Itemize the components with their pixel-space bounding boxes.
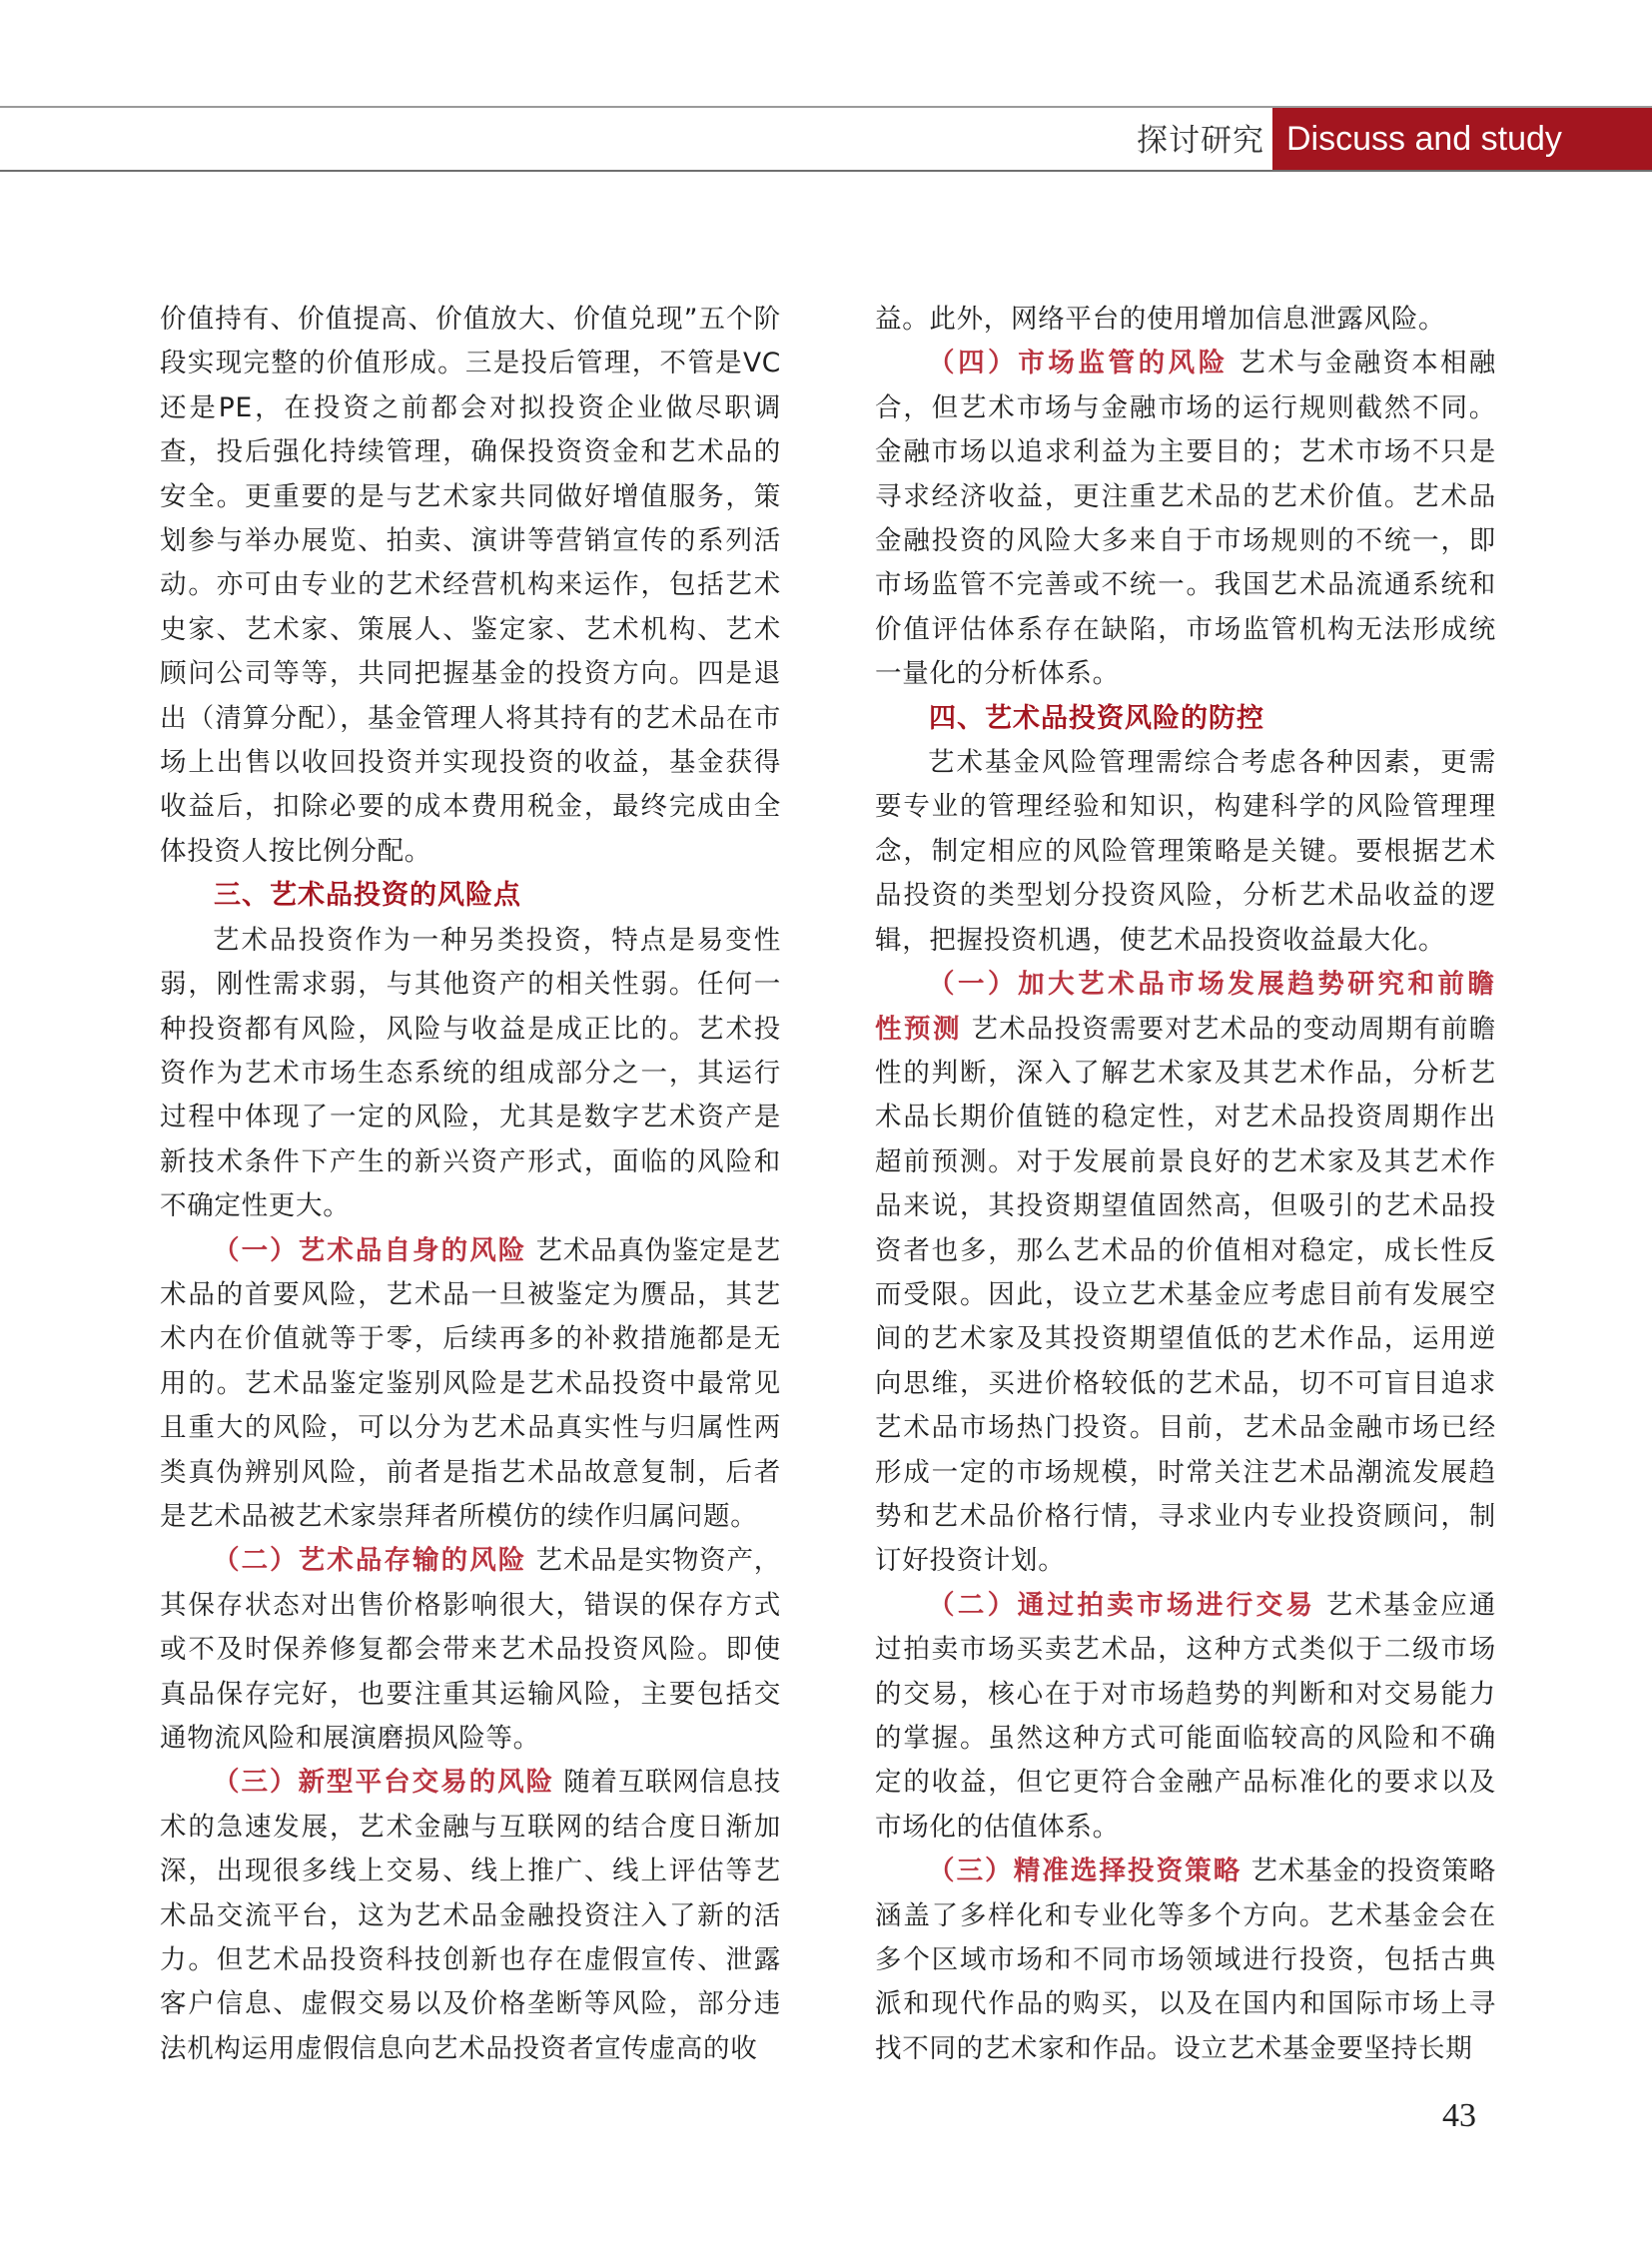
paragraph: （四）市场监管的风险 艺术与金融资本相融合，但艺术市场与金融市场的运行规则截然不同。金融市场以追求利益为主要目的；艺术市场不只是寻求经济收益，更注重艺术品的艺术价值。艺术品金融投资的风险大多来自于市场规则的不统一，即市场监管不完善或不统一。我国艺术品流通系统和价值评估体系存在缺陷，市场监管机构无法形成统一量化的分析体系。 [875,348,1496,690]
subheading: （一）加大艺术品市场发展趋势研究和前瞻性预测 [875,969,1496,1045]
paragraph: 益。此外，网络平台的使用增加信息泄露风险。 [875,304,1446,335]
subheading: （三）新型平台交易的风险 [213,1767,555,1799]
subheading: （二）艺术品存输的风险 [213,1545,527,1577]
section-title-cn: 探讨研究 [1137,123,1264,159]
subheading: （四）市场监管的风险 [928,348,1229,379]
header-bottom-rule [0,170,1652,172]
subheading: （二）通过拍卖市场进行交易 [928,1589,1316,1621]
section-heading-4: 四、艺术品投资风险的防控 [929,702,1264,734]
page-number: 43 [1442,2097,1476,2134]
paragraph: 艺术品投资作为一种另类投资，特点是易变性弱，刚性需求弱，与其他资产的相关性弱。任何一种投资都有风险，风险与收益是成正比的。艺术投资作为艺术市场生态系统的组成部分之一，其运行过程中体现了一定的风险，尤其是数字艺术资产是新技术条件下产生的新兴资产形式，面临的风险和不确定性更大。 [160,924,781,1222]
paragraph: （二）艺术品存输的风险 艺术品是实物资产，其保存状态对出售价格影响很大，错误的保存方式或不及时保养修复都会带来艺术品投资风险。即使真品保存完好，也要注重其运输风险，主要包括交通物流风险和展演磨损风险等。 [160,1545,781,1754]
paragraph: （二）通过拍卖市场进行交易 艺术基金应通过拍卖市场买卖艺术品，这种方式类似于二级市场的交易，核心在于对市场趋势的判断和对交易能力的掌握。虽然这种方式可能面临较高的风险和不确定的收益，但它更符合金融产品标准化的要求以及市场化的估值体系。 [875,1589,1497,1843]
section-title-en: Discuss and study [1272,108,1652,170]
paragraph: （一）加大艺术品市场发展趋势研究和前瞻性预测 艺术品投资需要对艺术品的变动周期有前瞻性的判断，深入了解艺术家及其艺术作品，分析艺术品长期价值链的稳定性，对艺术品投资周期作出超前预测。对于发展前景良好的艺术家及其艺术作品来说，其投资期望值固然高，但吸引的艺术品投资者也多，那么艺术品的价值相对稳定，成长性反而受限。因此，设立艺术基金应考虑目前有发展空间的艺术家及其投资期望值低的艺术作品，运用逆向思维，买进价格较低的艺术品，切不可盲目追求艺术品市场热门投资。目前，艺术品金融市场已经形成一定的市场规模，时常关注艺术品潮流发展趋势和艺术品价格行情，寻求业内专业投资顾问，制订好投资计划。 [875,969,1496,1577]
right-column [875,298,1496,2071]
paragraph: （三）精准选择投资策略 艺术基金的投资策略涵盖了多样化和专业化等多个方向。艺术基金会在多个区域市场和不同市场领域进行投资，包括古典派和现代作品的购买，以及在国内和国际市场上寻找不同的艺术家和作品。设立艺术基金要坚持长期 [875,1856,1496,2064]
subheading: （三）精准选择投资策略 [928,1856,1242,1887]
left-column [160,298,781,2071]
subheading: （一）艺术品自身的风险 [213,1234,527,1266]
paragraph: 艺术基金风险管理需综合考虑各种因素，更需要专业的管理经验和知识，构建科学的风险管理理念，制定相应的风险管理策略是关键。要根据艺术品投资的类型划分投资风险，分析艺术品收益的逻辑，把握投资机遇，使艺术品投资收益最大化。 [875,747,1496,956]
paragraph: 价值持有、价值提高、价值放大、价值兑现”五个阶段实现完整的价值形成。三是投后管理，不管是VC还是PE，在投资之前都会对拟投资企业做尽职调查，投后强化持续管理，确保投资资金和艺术品的安全。更重要的是与艺术家共同做好增值服务，策划参与举办展览、拍卖、演讲等营销宣传的系列活动。亦可由专业的艺术经营机构来运作，包括艺术史家、艺术家、策展人、鉴定家、艺术机构、艺术顾问公司等等，共同把握基金的投资方向。四是退出（清算分配），基金管理人将其持有的艺术品在市场上出售以收回投资并实现投资的收益，基金获得收益后，扣除必要的成本费用税金，最终完成由全体投资人按比例分配。 [160,304,781,867]
paragraph: （三）新型平台交易的风险 随着互联网信息技术的急速发展，艺术金融与互联网的结合度日渐加深，出现很多线上交易、线上推广、线上评估等艺术品交流平台，这为艺术品金融投资注入了新的活力。但艺术品投资科技创新也存在虚假宣传、泄露客户信息、虚假交易以及价格垄断等风险，部分违法机构运用虚假信息向艺术品投资者宣传虚高的收 [160,1767,782,2064]
paragraph: （一）艺术品自身的风险 艺术品真伪鉴定是艺术品的首要风险，艺术品一旦被鉴定为赝品，其艺术内在价值就等于零，后续再多的补救措施都是无用的。艺术品鉴定鉴别风险是艺术品投资中最常见且重大的风险，可以分为艺术品真实性与归属性两类真伪辨别风险，前者是指艺术品故意复制，后者是艺术品被艺术家崇拜者所模仿的续作归属问题。 [160,1234,781,1532]
section-heading-3: 三、艺术品投资的风险点 [214,880,521,912]
